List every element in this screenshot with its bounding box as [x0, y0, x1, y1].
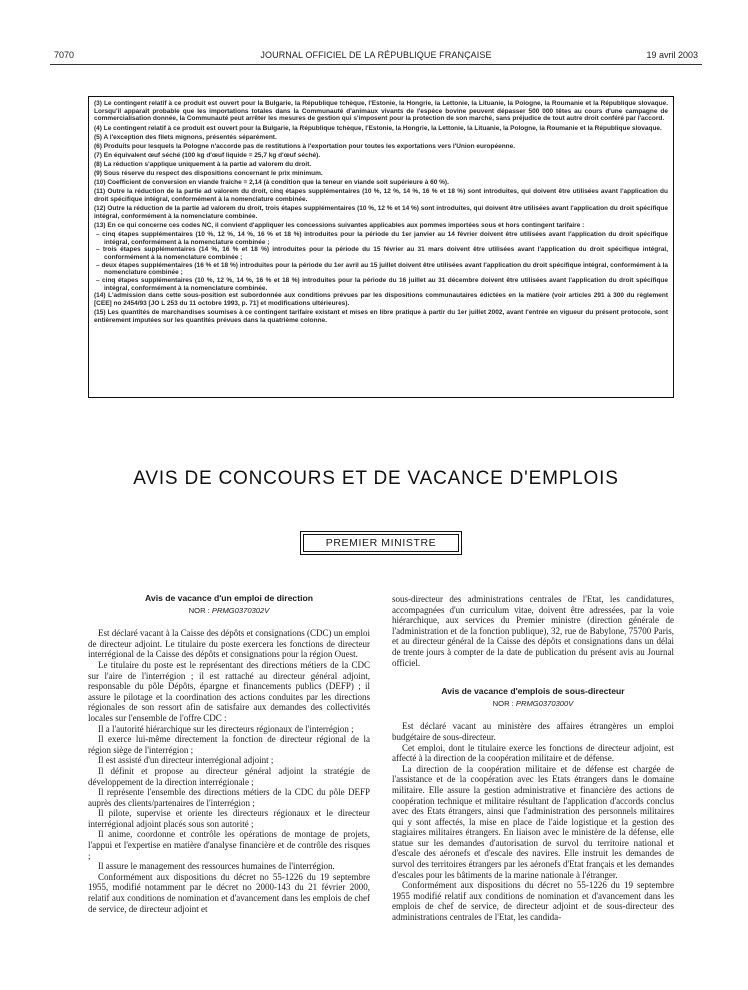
- list-item: – deux étapes supplémentaires (16 % et 18 %) introduites pour la période du 1er avril au 15 juillet doivent être utilisées avant l'application du droit spécifique intégral, conformément à la nomenclature combinée ;: [96, 261, 668, 277]
- section-title: AVIS DE CONCOURS ET DE VACANCE D'EMPLOIS: [133, 468, 619, 489]
- footnote: (11) Outre la réduction de la partie ad valorem du droit, cinq étapes supplémentaires (10 %, 12 %, 14 %, 16 % et 18 %) sont introduites, qui doivent être utilisées avant l'application du droit spécifique intégral, conformément à la nomenclature combinée.: [94, 188, 668, 203]
- header-rule: [50, 64, 702, 65]
- notice-title: Avis de vacance d'un emploi de direction: [145, 593, 313, 603]
- list-item: – cinq étapes supplémentaires (10 %, 12 %, 14 %, 16 % et 18 %) introduites pour la période du 1er janvier au 14 février doivent être utilisées avant l'application du droit spécifique intégral, conformément à la nomenclature combinée ;: [96, 230, 668, 246]
- paragraph: sous-directeur des administrations centrales de l'Etat, les candidatures, accompagnées d'un curriculum vitae, doivent être adressées, par la voie hiérarchique, aux services du Premier ministre (direction générale de l'administration et de la fonction publique), 32, rue de Babylone, 75700 Paris, et au directeur général de la Caisse des dépôts et consignations dans un délai de trente jours à compter de la date de publication du présent avis au Journal officiel.: [392, 594, 674, 668]
- notice-title: Avis de vacance d'emplois de sous-directeur: [441, 686, 625, 697]
- left-column: [88, 593, 370, 985]
- footnote: (5) A l'exception des filets mignons, présentés séparément.: [94, 133, 277, 141]
- footnote: (7) En équivalent œuf séché (100 kg d'œuf liquide = 25,7 kg d'œuf séché).: [94, 151, 321, 159]
- paragraph: Il assure le management des ressources humaines de l'interrégion.: [98, 861, 335, 872]
- footnote: (13) En ce qui concerne ces codes NC, il convient d'appliquer les concessions suivantes applicables aux pommes importées sous et hors contingent tarifaire :: [94, 221, 585, 229]
- footnote-list: [94, 231, 668, 293]
- footnote: (8) La réduction s'applique uniquement à la partie ad valorem du droit.: [94, 160, 312, 168]
- footnote: (12) Outre la réduction de la partie ad valorem du droit, trois étapes supplémentaires (10 %, 12 % et 14 %) sont introduites, qui doivent être utilisées avant l'application du droit spécifique intégral, conformément à la nomenclature combinée.: [94, 204, 668, 220]
- footnote: (10) Coefficient de conversion en viande fraîche = 2,14 (à condition que la teneur en viande soit supérieure à 60 %).: [94, 179, 449, 187]
- page-header: [54, 50, 698, 64]
- footnote: (14) L'admission dans cette sous-position est subordonnée aux conditions prévues par les dispositions communautaires édictées en la matière (voir articles 291 à 300 du règlement [CEE] no 2454/93 [JO L 253 du 11 octobre 1993, p. 71] et modifications ultérieures).: [94, 292, 668, 308]
- nor-code: PRMG0370300V: [515, 698, 574, 708]
- page-number: 7070: [54, 50, 75, 60]
- footnote: (4) Le contingent relatif à ce produit est ouvert pour la Bulgarie, la République tchèque, l'Estonie, la Hongrie, la Lettonie, la Lituanie, la Pologne, la Roumanie et la République slovaque.: [94, 124, 662, 132]
- footnotes-box: [88, 96, 674, 398]
- list-item: – trois étapes supplémentaires (14 %, 16 % et 18 %) introduites pour la période du 15 février au 31 mars doivent être utilisées avant l'application du droit spécifique intégral, conformément à la nomenclature combinée ;: [96, 246, 668, 261]
- nor-reference: [88, 606, 370, 617]
- list-item: – cinq étapes supplémentaires (10 %, 12 %, 14 %, 16 % et 18 %) introduites pour la période du 16 juillet au 31 décembre doivent être utilisées avant l'application du droit spécifique intégral, conformément à la nomenclature combinée.: [96, 277, 668, 292]
- paragraph: Est déclaré vacant à la Caisse des dépôts et consignations (CDC) un emploi de directeur adjoint. Le titulaire du poste exercera les fonctions de directeur interrégional de la Caisse des dépôts et consignations pour la région Ouest.: [88, 628, 370, 660]
- ministry-box: [300, 531, 462, 555]
- paragraph: Il représente l'ensemble des directions métiers de la CDC du pôle DEFP auprès des clients/partenaires de l'interrégion ;: [88, 787, 370, 808]
- paragraph: Il exerce lui-même directement la fonction de directeur régional de la région siège de l'interrégion ;: [88, 734, 370, 755]
- paragraph: Conformément aux dispositions du décret no 55-1226 du 19 septembre 1955 modifié relatif aux conditions de nomination et d'avancement dans les emplois de chef de service, de directeur adjoint et de sous-directeur des administrations centrales de l'Etat, les candida-: [392, 880, 674, 923]
- nor-code: PRMG0370302V: [211, 605, 270, 615]
- spacer: [392, 668, 674, 677]
- nor-label: NOR :: [188, 605, 212, 615]
- paragraph: Il anime, coordonne et contrôle les opérations de montage de projets, l'appui et l'expertise en matière d'analyse financière et de contrôle des risques ;: [88, 829, 370, 861]
- paragraph: Il a l'autorité hiérarchique sur les directeurs régionaux de l'interrégion ;: [98, 723, 354, 734]
- footnote: (6) Produits pour lesquels la Pologne n'accorde pas de restitutions à l'exportation pour toutes les exportations vers l'Union européenne.: [94, 142, 516, 150]
- spacer: [392, 677, 674, 686]
- paragraph: La direction de la coopération militaire et de défense est chargée de l'assistance et de la coopération avec les Etats étrangers dans le domaine militaire. Elle assure la gestion administrative et financière des actions de coopération technique et militaire résultant de l'application d'accords conclus avec des Etats étrangers, ainsi que l'administration des personnels militaires qui y sont affectés, la mise en place de l'aide logistique et la gestion des stagiaires militaires étrangers. En liaison avec le ministère de la défense, elle statue sur les demandes d'autorisation de survol du territoire national et d'escale des aéronefs et d'escale des navires. Elle instruit les demandes de survol des territoires étrangers par les aéronefs d'Etat français et les demandes d'escales pour les bâtiments de la marine nationale à l'étranger.: [392, 763, 674, 880]
- paragraph: Le titulaire du poste est le représentant des directions métiers de la CDC sur l'aire de l'interrégion ; il est rattaché au directeur général adjoint, responsable du pôle Dépôts, épargne et financements publics (DEFP) ; il assure le pilotage et la coordination des actions conduites par les directions régionales de son ressort afin de satisfaire aux demandes des collectivités locales sur l'ensemble de l'offre CDC :: [88, 659, 370, 723]
- nor-reference: [392, 699, 674, 710]
- issue-date: 19 avril 2003: [646, 50, 698, 60]
- paragraph: Cet emploi, dont le titulaire exerce les fonctions de directeur adjoint, est affecté à la direction de la coopération militaire et de défense.: [392, 742, 674, 764]
- ministry-name: PREMIER MINISTRE: [303, 534, 459, 552]
- right-column: [392, 594, 674, 986]
- footnote: (9) Sous réserve du respect des dispositions concernant le prix minimum.: [94, 169, 323, 177]
- paragraph: Conformément aux dispositions du décret no 55-1226 du 19 septembre 1955, modifié notamment par le décret no 2000-143 du 21 février 2000, relatif aux conditions de nomination et d'avancement dans les emplois de chef de service, de directeur adjoint et: [88, 871, 370, 914]
- journal-title: JOURNAL OFFICIEL DE LA RÉPUBLIQUE FRANÇAISE: [260, 50, 492, 60]
- footnote: (15) Les quantités de marchandises soumises à ce contingent tarifaire existant et mises en libre pratique à partir du 1er juillet 2002, avant l'entrée en vigueur du présent protocole, sont entièrement imputées sur les quantités prévues dans la quatrième colonne.: [94, 309, 668, 324]
- paragraph: Il est assisté d'un directeur interrégional adjoint ;: [98, 755, 274, 766]
- paragraph: Est déclaré vacant au ministère des affaires étrangères un emploi budgétaire de sous-directeur.: [392, 721, 674, 742]
- footnote: (3) Le contingent relatif à ce produit est ouvert pour la Bulgarie, la République tchèque, l'Estonie, la Hongrie, la Lettonie, la Lituanie, la Pologne, la Roumanie et la République slovaque. Lorsqu'il apparaît probable que les importations totales dans la Communauté d'animaux vivants de l'espèce bovine peuvent dépasser 500 000 têtes au cours d'une campagne de commercialisation donnée, la Communauté peut arrêter les mesures de gestion qui s'imposent pour la protection de son marché, sans préjudice de tout autre droit conféré par l'accord.: [94, 100, 668, 123]
- paragraph: Il pilote, supervise et oriente les directeurs régionaux et le directeur interrégional adjoint placés sous son autorité ;: [88, 808, 370, 829]
- nor-label: NOR :: [492, 698, 516, 708]
- paragraph: Il définit et propose au directeur général adjoint la stratégie de développement de la direction interrégionale ;: [88, 765, 370, 787]
